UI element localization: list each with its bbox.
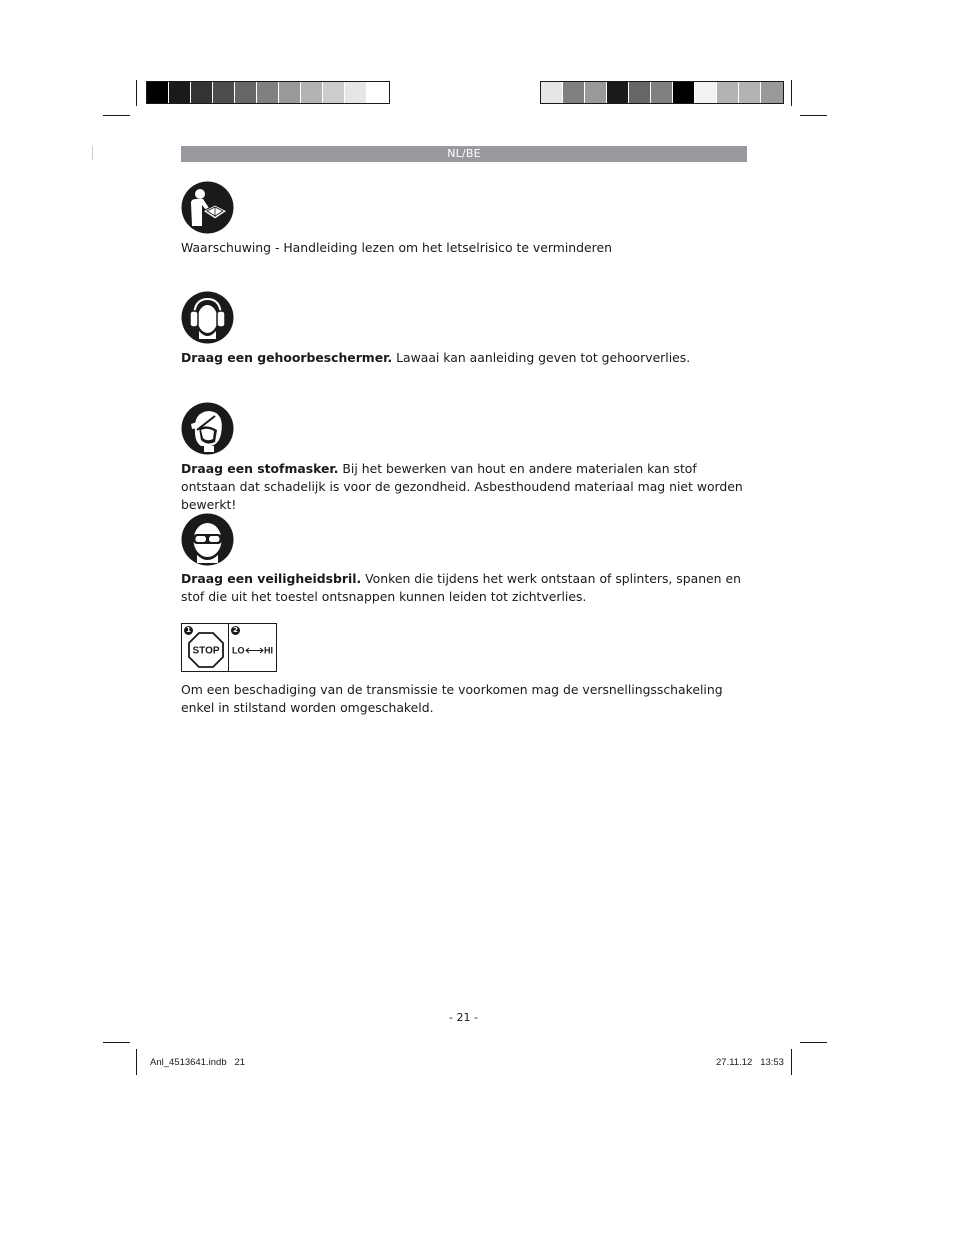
color-swatch [301, 82, 323, 103]
section-text: Waarschuwing - Handleiding lezen om het letselrisico te verminderen [181, 240, 612, 255]
color-swatch [717, 82, 739, 103]
crop-mark [136, 80, 137, 106]
language-header-bar: NL/BE [181, 146, 747, 162]
section-bold: Draag een stofmasker. [181, 461, 339, 476]
crop-mark [92, 146, 93, 160]
section-bold: Draag een veiligheidsbril. [181, 571, 362, 586]
color-swatch [345, 82, 367, 103]
ear-protection-text [181, 349, 751, 367]
right-color-calibration-bar [540, 81, 784, 104]
crop-mark [136, 1049, 137, 1075]
section-text: Om een beschadiging van de transmissie te voorkomen mag de versnellingsschakeling enkel in stilstand worden omgeschakeld. [181, 682, 723, 715]
stop-label: STOP [192, 645, 220, 657]
color-swatch [169, 82, 191, 103]
color-swatch [629, 82, 651, 103]
number-badge: 1 [184, 626, 193, 635]
color-swatch [563, 82, 585, 103]
ear-protection-icon [181, 291, 234, 344]
color-swatch [739, 82, 761, 103]
crop-mark [103, 115, 130, 116]
color-swatch [541, 82, 563, 103]
gear-shift-cell [229, 624, 276, 671]
color-swatch [213, 82, 235, 103]
color-swatch [367, 82, 389, 103]
color-swatch [147, 82, 169, 103]
footer-date: 27.11.12 13:53 [716, 1057, 784, 1068]
crop-mark [800, 115, 827, 116]
color-swatch [651, 82, 673, 103]
color-swatch [761, 82, 783, 103]
section-text: Bij het bewerken van hout en andere materialen kan stof ontstaan dat schadelijk is voor de gezondheid. Asbesthoudend materiaal mag niet worden bewerkt! [181, 461, 743, 512]
section-bold: Draag een gehoorbeschermer. [181, 350, 393, 365]
hi-label: HI [264, 645, 273, 656]
page-number: - 21 - [449, 1011, 478, 1024]
section-text: Lawaai kan aanleiding geven tot gehoorverlies. [392, 350, 691, 365]
color-swatch [323, 82, 345, 103]
color-swatch [695, 82, 717, 103]
safety-goggles-icon [181, 513, 234, 566]
section-text: Vonken die tijdens het werk ontstaan of splinters, spanen en stof die uit het toestel ontsnappen kunnen leiden tot zichtverlies. [181, 571, 741, 604]
color-swatch [257, 82, 279, 103]
gear-shift-text [181, 681, 751, 717]
dust-mask-text [181, 460, 751, 514]
crop-mark [103, 1042, 130, 1043]
crop-mark [791, 80, 792, 106]
color-swatch [607, 82, 629, 103]
manual-warning-text [181, 239, 751, 257]
crop-mark [791, 1049, 792, 1075]
color-swatch [585, 82, 607, 103]
safety-goggles-text [181, 570, 751, 606]
number-badge: 2 [231, 626, 240, 635]
footer-file-name: Anl_4513641.indb 21 [150, 1057, 246, 1068]
lo-label: LO [232, 645, 245, 656]
color-swatch [191, 82, 213, 103]
crop-mark [800, 1042, 827, 1043]
color-swatch [235, 82, 257, 103]
color-swatch [673, 82, 695, 103]
color-swatch [279, 82, 301, 103]
left-color-calibration-bar [146, 81, 390, 104]
dust-mask-icon [181, 402, 234, 455]
stop-cell [182, 624, 229, 671]
read-manual-icon [181, 181, 234, 234]
stop-gear-shift-icon [181, 623, 277, 672]
